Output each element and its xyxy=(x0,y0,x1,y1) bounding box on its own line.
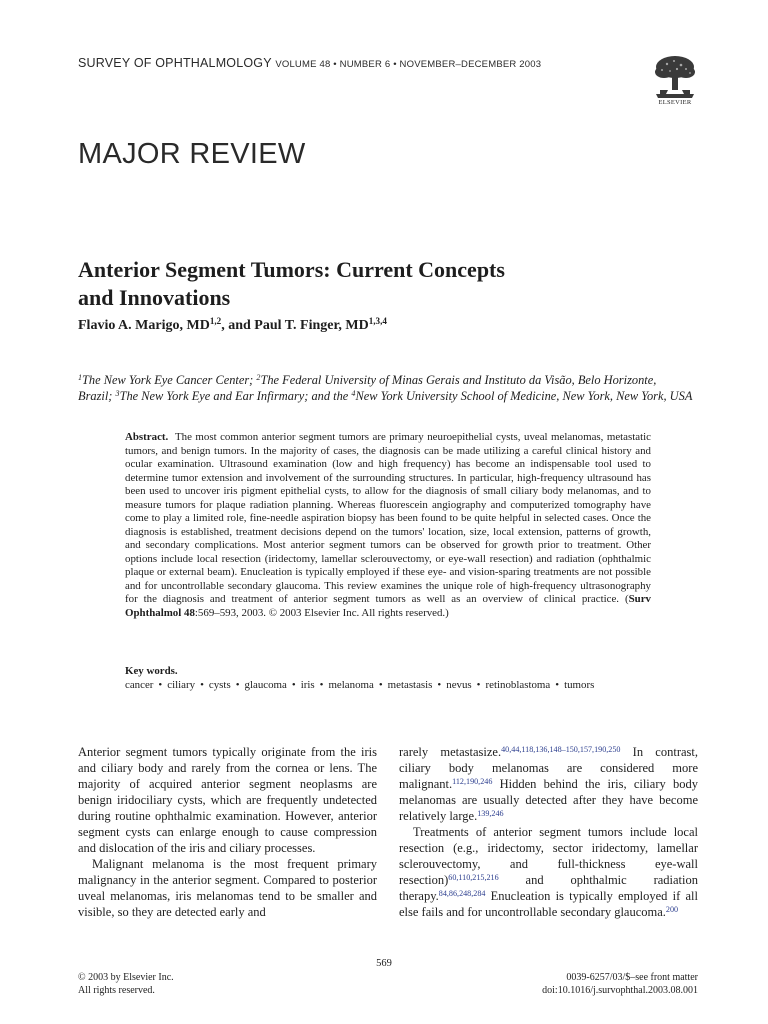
issn-line: 0039-6257/03/$–see front matter xyxy=(566,972,698,983)
keyword: metastasis xyxy=(387,679,433,691)
abstract-label: Abstract. xyxy=(125,431,169,443)
keyword: melanoma xyxy=(328,679,374,691)
abstract xyxy=(125,431,651,620)
keywords xyxy=(125,664,651,692)
affiliation-line-1 xyxy=(78,372,698,388)
affiliation-1: The New York Eye Cancer Center; xyxy=(82,373,257,387)
body-text: In contrast, ciliary body melanomas are considered more malignant. xyxy=(399,745,699,791)
publisher-logo xyxy=(652,54,698,106)
affiliations xyxy=(78,372,698,404)
body-text: rarely metastasize. xyxy=(399,745,502,759)
keyword-list xyxy=(125,679,594,691)
body-paragraph: Anterior segment tumors typically originate from the iris and ciliary body and rarely from the cornea or lens. The majority of acquired anterior segment neoplasms are benign iridociliary cysts, which are frequently undetected during routine ophthalmic examination. However, anterior segment cysts can enlarge enough to cause compression and dislocation of the iris and ciliary processes. xyxy=(78,745,377,855)
affil-mark-4: 4 xyxy=(351,388,356,398)
body-paragraph xyxy=(399,824,698,920)
title-line-1: Anterior Segment Tumors: Current Concepts xyxy=(78,257,505,282)
citation-link[interactable]: 60,110,215,216 xyxy=(448,872,499,882)
keyword: tumors xyxy=(564,679,595,691)
doi-link[interactable]: doi:10.1016/j.survophthal.2003.08.001 xyxy=(542,985,698,996)
keyword: nevus xyxy=(446,679,472,691)
body-paragraph xyxy=(399,744,698,824)
keyword-separator: • xyxy=(291,679,296,691)
body-text: Treatments of anterior segment tumors include local resection (e.g., iridectomy, sector iridectomy, lamellar sclerouvectomy, and full-thickness eye-wall resection) xyxy=(399,825,698,887)
keyword-separator: • xyxy=(476,679,481,691)
affiliation-3: The New York Eye and Ear Infirmary; and the xyxy=(119,389,352,403)
citation-link[interactable]: 84,86,248,284 xyxy=(438,888,486,898)
journal-header xyxy=(78,56,541,70)
author-joiner: , and xyxy=(221,318,255,333)
affiliation-2: The Federal University of Minas Gerais and Instituto da Visão, Belo Horizonte, xyxy=(260,373,657,387)
journal-name: SURVEY OF OPHTHALMOLOGY xyxy=(78,56,272,70)
tree-icon xyxy=(652,54,698,98)
affil-mark-3: 3 xyxy=(115,388,120,398)
copyright-line: © 2003 by Elsevier Inc. xyxy=(78,972,174,983)
author-list xyxy=(78,318,387,334)
abstract-text: The most common anterior segment tumors are primary neuroepithelial cysts, uveal melanomas, metastatic tumors, and benign tumors. In the majority of cases, the diagnosis can be made utilizing a careful clinical history and ocular examination. Ultrasound examination (low and high frequency) has become an indispensable tool used to determine tumor extension and involvement of the surrounding structures. In particular, high-frequency ultrasound has been used to uncover iris pigment epithelial cysts, to allow for the diagnosis of small ciliary body melanomas, and to measure tumors for plaque radiation planning. Whereas fluorescein angiography and computerized tomography have come to play a limited role, fine-needle aspiration biopsy has been found to be quite helpful in selected cases. Once the diagnosis is established, treatment decisions depend on the tumors' location, size, local extension, patterns of growth, and secondary complications. Most anterior segment tumors can be observed for growth prior to treatment. Other options include local resection (iridectomy, lamellar sclerouvectomy, or eye-wall resection) and radiation (ophthalmic plaque or external beam). Enucleation is typically employed if these eye- and vision-sparing treatments are not possible and for uncontrollable secondary glaucoma. This review examines the unique role of high-frequency ultrasonography for the diagnosis and treatment of anterior segment tumors as well as an overview of clinical practice. xyxy=(125,431,652,605)
citation-link[interactable]: 200 xyxy=(665,904,679,914)
keyword: cancer xyxy=(125,679,154,691)
author-2-affiliations: 1,3,4 xyxy=(368,316,387,327)
affil-mark-1: 1 xyxy=(78,372,83,382)
body-text: and ophthalmic radiation therapy. xyxy=(399,873,698,903)
title-line-2: and Innovations xyxy=(78,285,231,310)
section-heading: MAJOR REVIEW xyxy=(78,138,306,170)
keyword-separator: • xyxy=(319,679,324,691)
citation-link[interactable]: 40,44,118,136,148–150,157,190,250 xyxy=(501,744,621,754)
body-text: Hidden behind the iris, ciliary body melanomas are usually detected after they have become relatively large. xyxy=(399,777,698,823)
abstract-citation-open: ( xyxy=(624,593,629,605)
keyword-separator: • xyxy=(158,679,163,691)
abstract-citation-rest: :569–593, 2003. © 2003 Elsevier Inc. All rights reserved.) xyxy=(194,606,449,619)
keywords-label: Key words. xyxy=(125,665,178,677)
journal-issue: VOLUME 48 • NUMBER 6 • NOVEMBER–DECEMBER 2003 xyxy=(275,59,542,70)
body-column-left xyxy=(78,744,377,920)
body-text: Enucleation is typically employed if all else fails and for uncontrollable secondary glaucoma. xyxy=(399,889,698,919)
page-number: 569 xyxy=(376,958,392,969)
author-1-affiliations: 1,2 xyxy=(209,316,222,327)
keyword: iris xyxy=(300,679,315,691)
keyword: ciliary xyxy=(167,679,196,691)
keyword-separator: • xyxy=(555,679,560,691)
keyword-separator: • xyxy=(437,679,442,691)
article-title xyxy=(78,256,678,312)
body-column-right xyxy=(399,744,698,920)
affil-mark-2: 2 xyxy=(256,372,261,382)
keyword: cysts xyxy=(208,679,231,691)
affiliation-line-2 xyxy=(78,388,698,404)
keyword: glaucoma xyxy=(244,679,287,691)
keyword-separator: • xyxy=(200,679,204,691)
footer-copyright xyxy=(78,971,174,997)
citation-link[interactable]: 139,246 xyxy=(477,808,504,818)
body-paragraph: Malignant melanoma is the most frequent primary malignancy in the anterior segment. Compared to posterior uveal melanomas, iris melanomas tend to be smaller and visible, so they are detected early and xyxy=(78,857,377,919)
citation-link[interactable]: 112,190,246 xyxy=(452,776,493,786)
abstract-citation-journal: Surv Ophthalmol 48 xyxy=(125,593,651,619)
keyword: retinoblastoma xyxy=(485,679,551,691)
rights-line: All rights reserved. xyxy=(78,985,155,996)
affiliation-2-country: Brazil; xyxy=(78,389,116,403)
footer-identifiers xyxy=(542,971,698,997)
author-2-name: Paul T. Finger, MD xyxy=(254,318,369,333)
affiliation-4: New York University School of Medicine, New York, New York, USA xyxy=(355,389,693,403)
author-1-name: Flavio A. Marigo, MD xyxy=(78,318,210,333)
keyword-separator: • xyxy=(378,679,383,691)
publisher-logo-text: ELSEVIER xyxy=(658,99,692,106)
keyword-separator: • xyxy=(235,679,240,691)
